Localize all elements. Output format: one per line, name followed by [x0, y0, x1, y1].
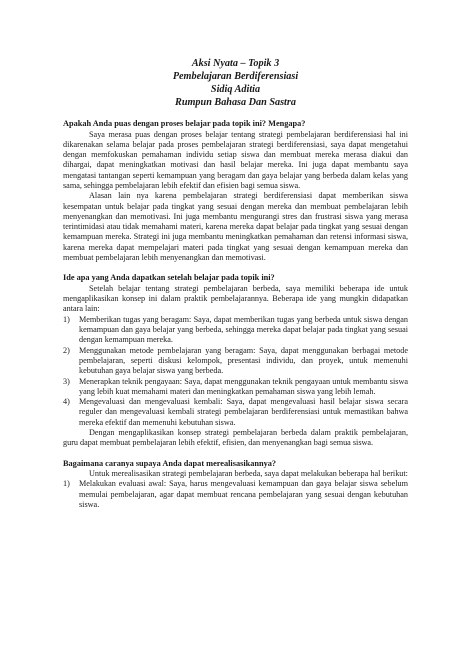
title-line-1: Aksi Nyata – Topik 3 [191, 58, 280, 69]
list-item-text: Memberikan tugas yang beragam: Saya, dapat memberikan tugas yang berbeda untuk siswa dengan kemampuan dan gaya belajar yang berbeda, sehingga mereka dapat belajar pada tingkat yang sesuai dengan kemampuan mereka. [79, 314, 408, 345]
document-title-block [63, 0, 408, 109]
list-item-text: Menerapkan teknik pengayaan: Saya, dapat menggunakan teknik pengayaan untuk membantu siswa yang lebih kuat memahami materi dan meningkatkan pemahaman siswa yang lebih lemah. [79, 376, 408, 396]
intro-paragraph: Untuk merealisasikan strategi pembelajaran berbeda, saya dapat melakukan beberapa hal berikut: [89, 469, 408, 479]
steps-list [63, 479, 408, 510]
title-line-2: Pembelajaran Berdiferensiasi [172, 71, 299, 82]
section-ideas [63, 273, 408, 448]
list-item-text: Menggunakan metode pembelajaran yang beragam: Saya, dapat menggunakan berbagai metode pembelajaran, seperti diskusi kelompok, presentasi individu, dan proyek, untuk memenuhi kebutuhan gaya belajar siswa yang berbeda. [79, 345, 408, 376]
intro-paragraph: Setelah belajar tentang strategi pembelajaran berbeda, saya memiliki beberapa ide untuk mengaplikasikan konsep ini dalam praktik pembelajarannya. Beberapa ide yang mungkin didapatkan antara lain: [63, 283, 408, 314]
list-number: 3) [63, 376, 70, 386]
section-heading: Bagaimana caranya supaya Anda dapat merealisasikannya? [63, 458, 277, 468]
paragraph: Alasan lain nya karena pembelajaran strategi berdiferensiasi dapat memberikan siswa kesempatan untuk belajar pada tingkat yang sesuai dengan mereka dan membuat pembelajaran lebih menyenangkan dan memotivasi. Ini juga membantu mengurangi stres dan frustrasi siswa yang merasa terintimidasi atau tidak memahami materi, karena mereka dapat belajar pada tingkat yang sesuai dengan kemampuan mereka. Strategi ini juga membantu meningkatkan pemahaman dan retensi informasi siswa, karena mereka dapat mempelajari materi pada tingkat yang sesuai dengan kemampuan mereka dan membuat pembelajaran lebih menyenangkan dan memotivasi. [63, 191, 408, 263]
list-item [63, 346, 408, 377]
section-realization [63, 459, 408, 511]
department-name: Rumpun Bahasa Dan Sastra [175, 97, 296, 108]
list-number: 4) [63, 397, 70, 407]
section-heading: Apakah Anda puas dengan proses belajar pada topik ini? Mengapa? [63, 119, 306, 128]
section-satisfaction [63, 119, 408, 263]
list-item-text: Mengevaluasi dan mengevaluasi kembali: Saya, dapat mengevaluasi hasil belajar siswa secara reguler dan mengevaluasi kembali strategi pembelajaran berdiferensiasi untuk memastikan bahwa mereka efektif dan memenuhi kebutuhan siswa. [79, 397, 408, 427]
author-name: Sidiq Aditia [210, 84, 261, 95]
list-number: 2) [63, 345, 70, 355]
list-number: 1) [63, 479, 70, 489]
ideas-list [63, 315, 408, 428]
list-item [63, 479, 408, 510]
paragraph: Saya merasa puas dengan proses belajar tentang strategi pembelajaran berdiferensiasi hal ini dikarenakan selama belajar pada proses pembelajaran strategi berdiferensiasi, saya dapat mengetahui dengan memfokuskan pemahaman individu setiap siswa dan membuat mereka merasa diakui dan dihargai, dapat meningkatkan motivasi dan hasil belajar mereka. Ini juga dapat membantu saya mengatasi tantangan seperti kemampuan yang beragam dan gaya belajar yang berbeda dalam kelas yang sama, sehingga pembelajaran lebih efektif dan efisien bagi semua siswa. [63, 129, 408, 190]
section-heading: Ide apa yang Anda dapatkan setelah belajar pada topik ini? [63, 273, 275, 283]
list-item [63, 397, 408, 428]
list-item-text: Melakukan evaluasi awal: Saya, harus mengevaluasi kemampuan dan gaya belajar siswa sebelum memulai pembelajaran, agar dapat membuat rencana pembelajaran yang sesuai dengan kebutuhan siswa. [79, 479, 408, 509]
list-number: 1) [63, 314, 70, 324]
closing-paragraph: Dengan mengaplikasikan konsep strategi pembelajaran berbeda dalam praktik pembelajaran, guru dapat membuat pembelajaran lebih efektif, efisien, dan menyenangkan bagi semua siswa. [63, 428, 408, 448]
list-item [63, 377, 408, 398]
list-item [63, 315, 408, 346]
